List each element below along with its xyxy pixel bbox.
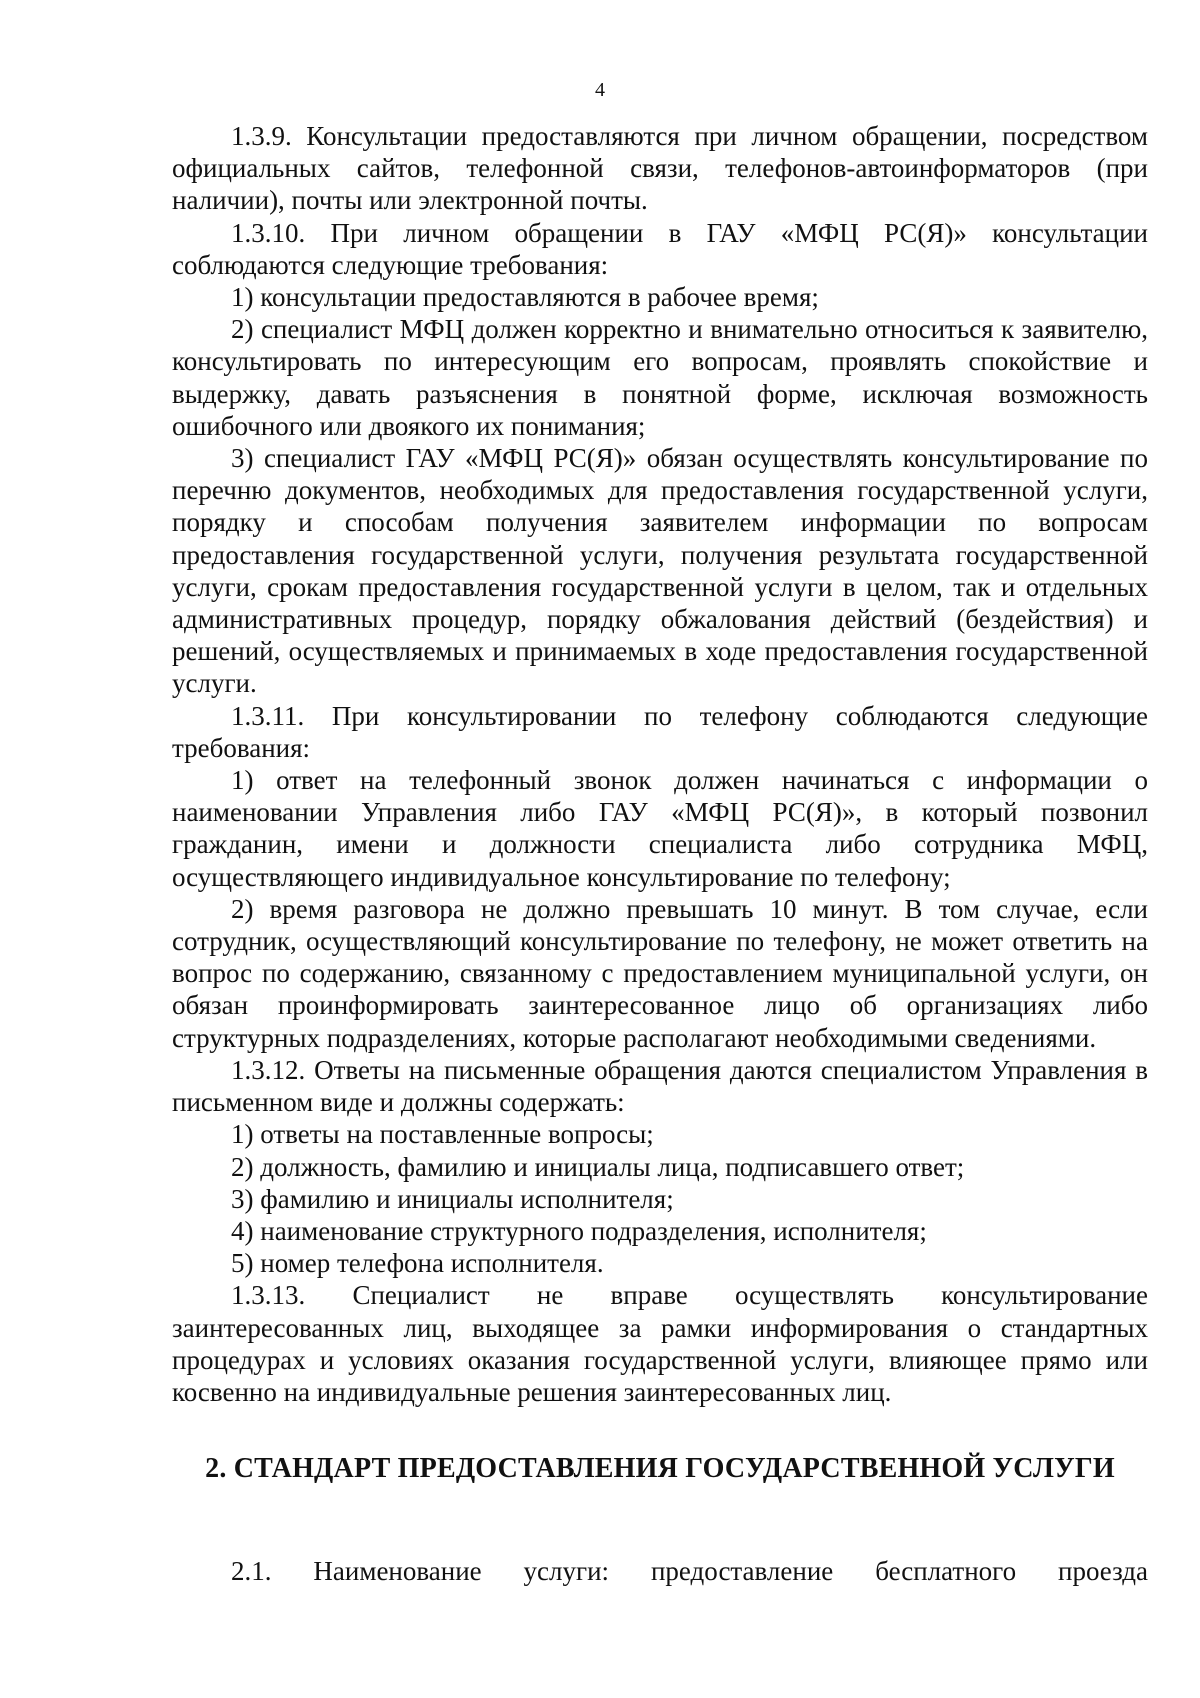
- list-item-3: 3) специалист ГАУ «МФЦ РС(Я)» обязан осуществлять консультирование по перечню документов, необходимых для предоставления государственной услуги, порядку и способам получения заявителем информации по вопросам предоставления государственной услуги, получения результата государственной услуги, срокам предоставления государственной услуги в целом, так и отдельных административных процедур, порядку обжалования действий (бездействия) и решений, осуществляемых и принимаемых в ходе предоставления государственной услуги.: [172, 443, 1148, 699]
- list-item-2: 2) время разговора не должно превышать 10 минут. В том случае, если сотрудник, осуществляющий консультирование по телефону, не может ответить на вопрос по содержанию, связанному с предоставлением муниципальной услуги, он обязан проинформировать заинтересованное лицо об организациях либо структурных подразделениях, которые располагают необходимыми сведениями.: [172, 893, 1148, 1053]
- paragraph-1-3-9: 1.3.9. Консультации предоставляются при личном обращении, посредством официальных сайтов, телефонной связи, телефонов-автоинформаторов (при наличии), почты или электронной почты.: [172, 121, 1148, 216]
- section-heading: 2. СТАНДАРТ ПРЕДОСТАВЛЕНИЯ ГОСУДАРСТВЕННОЙ УСЛУГИ: [205, 1453, 1115, 1484]
- list-item-2: 2) специалист МФЦ должен корректно и внимательно относиться к заявителю, консультировать по интересующим его вопросам, проявлять спокойствие и выдержку, давать разъяснения в понятной форме, исключая возможность ошибочного или двоякого их понимания;: [172, 314, 1148, 441]
- paragraph-2-1: 2.1. Наименование услуги: предоставление бесплатного проезда: [231, 1556, 1148, 1586]
- paragraph-1-3-10: 1.3.10. При личном обращении в ГАУ «МФЦ РС(Я)» консультации соблюдаются следующие требования:: [172, 217, 1148, 280]
- list-item-2: 2) должность, фамилию и инициалы лица, подписавшего ответ;: [231, 1151, 965, 1182]
- paragraph-1-3-13: 1.3.13. Специалист не вправе осуществлять консультирование заинтересованных лиц, выходящее за рамки информирования о стандартных процедурах и условиях оказания государственной услуги, влияющее прямо или косвенно на индивидуальные решения заинтересованных лиц.: [172, 1280, 1148, 1407]
- page-number: 4: [595, 79, 605, 101]
- list-item-4: 4) наименование структурного подразделения, исполнителя;: [231, 1215, 927, 1246]
- list-item-1: 1) консультации предоставляются в рабочее время;: [231, 282, 819, 313]
- body-text: [172, 120, 1148, 1408]
- list-item-1: 1) ответы на поставленные вопросы;: [231, 1119, 654, 1150]
- list-item-1: 1) ответ на телефонный звонок должен начинаться с информации о наименовании Управления либо ГАУ «МФЦ РС(Я)», в который позвонил гражданин, имени и должности специалиста либо сотрудника МФЦ, осуществляющего индивидуальное консультирование по телефону;: [172, 765, 1148, 892]
- paragraph-1-3-11: 1.3.11. При консультировании по телефону соблюдаются следующие требования:: [172, 700, 1148, 763]
- list-item-3: 3) фамилию и инициалы исполнителя;: [231, 1183, 674, 1214]
- list-item-5: 5) номер телефона исполнителя.: [231, 1248, 604, 1279]
- section-body: [172, 1555, 1148, 1587]
- paragraph-1-3-12: 1.3.12. Ответы на письменные обращения даются специалистом Управления в письменном виде и должны содержать:: [172, 1054, 1148, 1118]
